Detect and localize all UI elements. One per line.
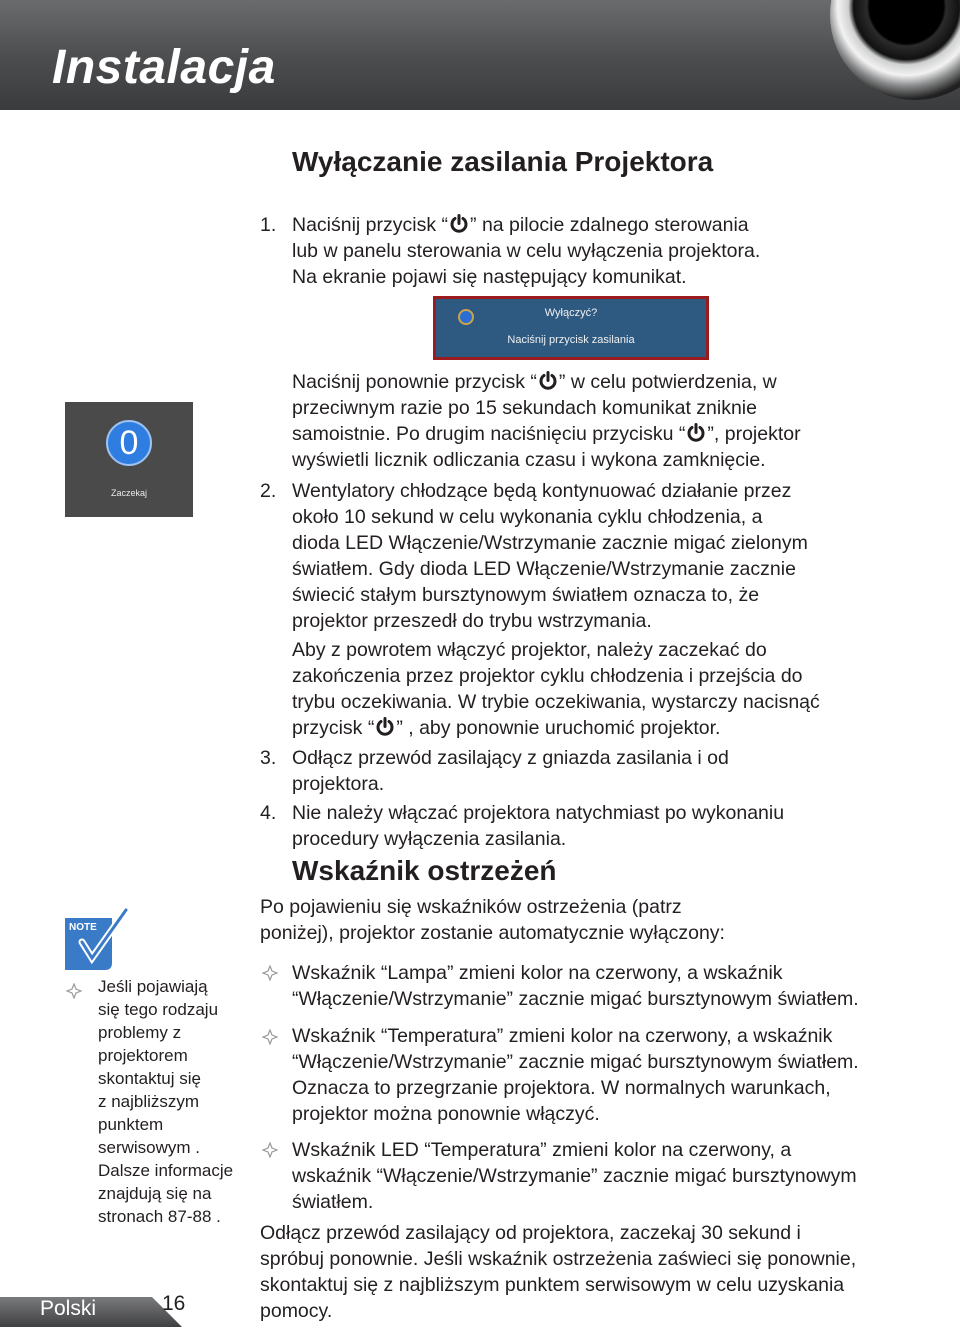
note-label: NOTE xyxy=(69,922,97,933)
text-line: “Włączenie/Wstrzymanie” zacznie migać bursztynowym światłem. xyxy=(292,1051,859,1073)
power-icon xyxy=(375,717,395,737)
text-line: pomocy. xyxy=(260,1300,333,1322)
header-title: Instalacja xyxy=(52,41,276,94)
text-span: ”, projektor xyxy=(707,423,801,445)
power-icon xyxy=(538,371,558,391)
step3-text xyxy=(292,745,729,797)
footer-language: Polski xyxy=(40,1297,97,1320)
step4-text xyxy=(292,800,784,852)
text-line: Oznacza to przegrzanie projektora. W normalnych warunkach, xyxy=(292,1077,831,1099)
countdown-value: 0 xyxy=(106,420,152,466)
text-line: Nie należy włączać projektora natychmiast po wykonaniu xyxy=(292,802,785,824)
text-line: projektorem xyxy=(98,1046,188,1065)
text-line: Wskaźnik “Temperatura” zmieni kolor na czerwony, a wskaźnik xyxy=(292,1025,833,1047)
text-line: około 10 sekund w celu wykonania cyklu chłodzenia, a xyxy=(292,506,763,528)
power-icon xyxy=(686,423,706,443)
step2-text xyxy=(292,478,808,634)
warning-bullet-lamp xyxy=(292,960,859,1012)
text-line: świecić stałym bursztynowym światłem oznacza to, że xyxy=(292,584,760,606)
confirm-text xyxy=(292,369,801,473)
step-number: 2. xyxy=(260,480,277,502)
bullet-diamond-icon xyxy=(262,1029,278,1045)
text-line: Odłącz przewód zasilający od projektora, zaczekaj 30 sekund i xyxy=(260,1222,801,1244)
step-number: 3. xyxy=(260,747,277,769)
countdown-screen xyxy=(65,402,193,517)
text-line: wskaźnik “Włączenie/Wstrzymanie” zacznie migać bursztynowym xyxy=(292,1165,857,1187)
bullet-diamond-icon xyxy=(262,1142,278,1158)
warnings-intro xyxy=(260,894,725,946)
text-span: przeciwnym razie po 15 sekundach komunikat zniknie xyxy=(292,397,757,419)
text-line: dioda LED Włączenie/Wstrzymanie zacznie migać zielonym xyxy=(292,532,808,554)
text-line: Jeśli pojawiają xyxy=(98,977,208,996)
text-line: poniżej), projektor zostanie automatycznie wyłączony: xyxy=(260,922,725,944)
text-line: zakończenia przez projektor cyklu chłodzenia i przejścia do xyxy=(292,665,803,687)
text-line: znajdują się na xyxy=(98,1184,212,1203)
text-line: Wskaźnik LED “Temperatura” zmieni kolor na czerwony, a xyxy=(292,1139,792,1161)
text-line: problemy z xyxy=(98,1023,182,1042)
text-line: projektor można ponownie włączyć. xyxy=(292,1103,600,1125)
text-line: stronach 87-88 . xyxy=(98,1207,221,1226)
note-icon xyxy=(62,908,130,974)
text-span: Na ekranie pojawi się następujący komunikat. xyxy=(292,266,687,288)
text-span: lub w panelu sterowania w celu wyłączenia projektora. xyxy=(292,240,761,262)
section-title-warnings: Wskaźnik ostrzeżeń xyxy=(292,855,557,886)
text-line: Po pojawieniu się wskaźników ostrzeżenia (patrz xyxy=(260,896,682,918)
text-line: projektora. xyxy=(292,773,385,795)
text-line: Aby z powrotem włączyć projektor, należy zaczekać do xyxy=(292,639,767,661)
text-span: ” na pilocie zdalnego sterowania xyxy=(470,214,749,236)
text-line: projektor przeszedł do trybu wstrzymania. xyxy=(292,610,652,632)
step-number: 4. xyxy=(260,802,277,824)
osd-power-off-dialog xyxy=(433,296,709,360)
text-span: Naciśnij ponownie przycisk “ xyxy=(292,371,537,393)
text-span: przycisk “ xyxy=(292,717,375,739)
warning-bullet-temperature xyxy=(292,1023,859,1127)
text-line: spróbuj ponownie. Jeśli wskaźnik ostrzeżenia zaświeci się ponownie, xyxy=(260,1248,857,1270)
note-text xyxy=(98,975,258,1228)
section-title-power-off: Wyłączanie zasilania Projektora xyxy=(292,146,714,177)
text-line: procedury wyłączenia zasilania. xyxy=(292,828,567,850)
osd-question: Wyłączyć? xyxy=(544,307,598,319)
warning-bullet-led-temperature xyxy=(292,1137,857,1215)
bullet-diamond-icon xyxy=(262,965,278,981)
bullet-diamond-icon xyxy=(66,983,82,999)
text-span: ” , aby ponownie uruchomić projektor. xyxy=(396,717,721,739)
text-line: światłem. xyxy=(292,1191,374,1213)
text-line: punktem xyxy=(98,1115,164,1134)
step2-restart-text xyxy=(292,637,820,741)
text-line: z najbliższym xyxy=(98,1092,200,1111)
osd-instruction: Naciśnij przycisk zasilania xyxy=(507,334,635,346)
text-line: Wentylatory chłodzące będą kontynuować działanie przez xyxy=(292,480,792,502)
step1-text xyxy=(292,212,760,290)
text-line: Dalsze informacje xyxy=(98,1161,234,1180)
page-number: 16 xyxy=(162,1292,186,1315)
text-line: skontaktuj się xyxy=(98,1069,201,1088)
text-line: Odłącz przewód zasilający z gniazda zasilania i od xyxy=(292,747,729,769)
warnings-closing xyxy=(260,1220,856,1324)
text-line: serwisowym . xyxy=(98,1138,201,1157)
text-span: wyświetli licznik odliczania czasu i wykona zamknięcie. xyxy=(292,449,766,471)
text-span: Naciśnij przycisk “ xyxy=(292,214,449,236)
text-span: samoistnie. Po drugim naciśnięciu przycisku “ xyxy=(292,423,686,445)
text-line: Wskaźnik “Lampa” zmieni kolor na czerwony, a wskaźnik xyxy=(292,962,783,984)
text-line: światłem. Gdy dioda LED Włączenie/Wstrzymanie zacznie xyxy=(292,558,796,580)
countdown-label: Zaczekaj xyxy=(110,488,147,498)
text-line: trybu oczekiwania. W trybie oczekiwania, wystarczy nacisnąć xyxy=(292,691,820,713)
step-number: 1. xyxy=(260,214,277,236)
text-line: skontaktuj się z najbliższym punktem serwisowym w celu uzyskania xyxy=(260,1274,845,1296)
text-span: ” w celu potwierdzenia, w xyxy=(558,371,777,393)
text-line: “Włączenie/Wstrzymanie” zacznie migać bursztynowym światłem. xyxy=(292,988,859,1010)
text-line: się tego rodzaju xyxy=(98,1000,219,1019)
power-icon xyxy=(449,214,469,234)
